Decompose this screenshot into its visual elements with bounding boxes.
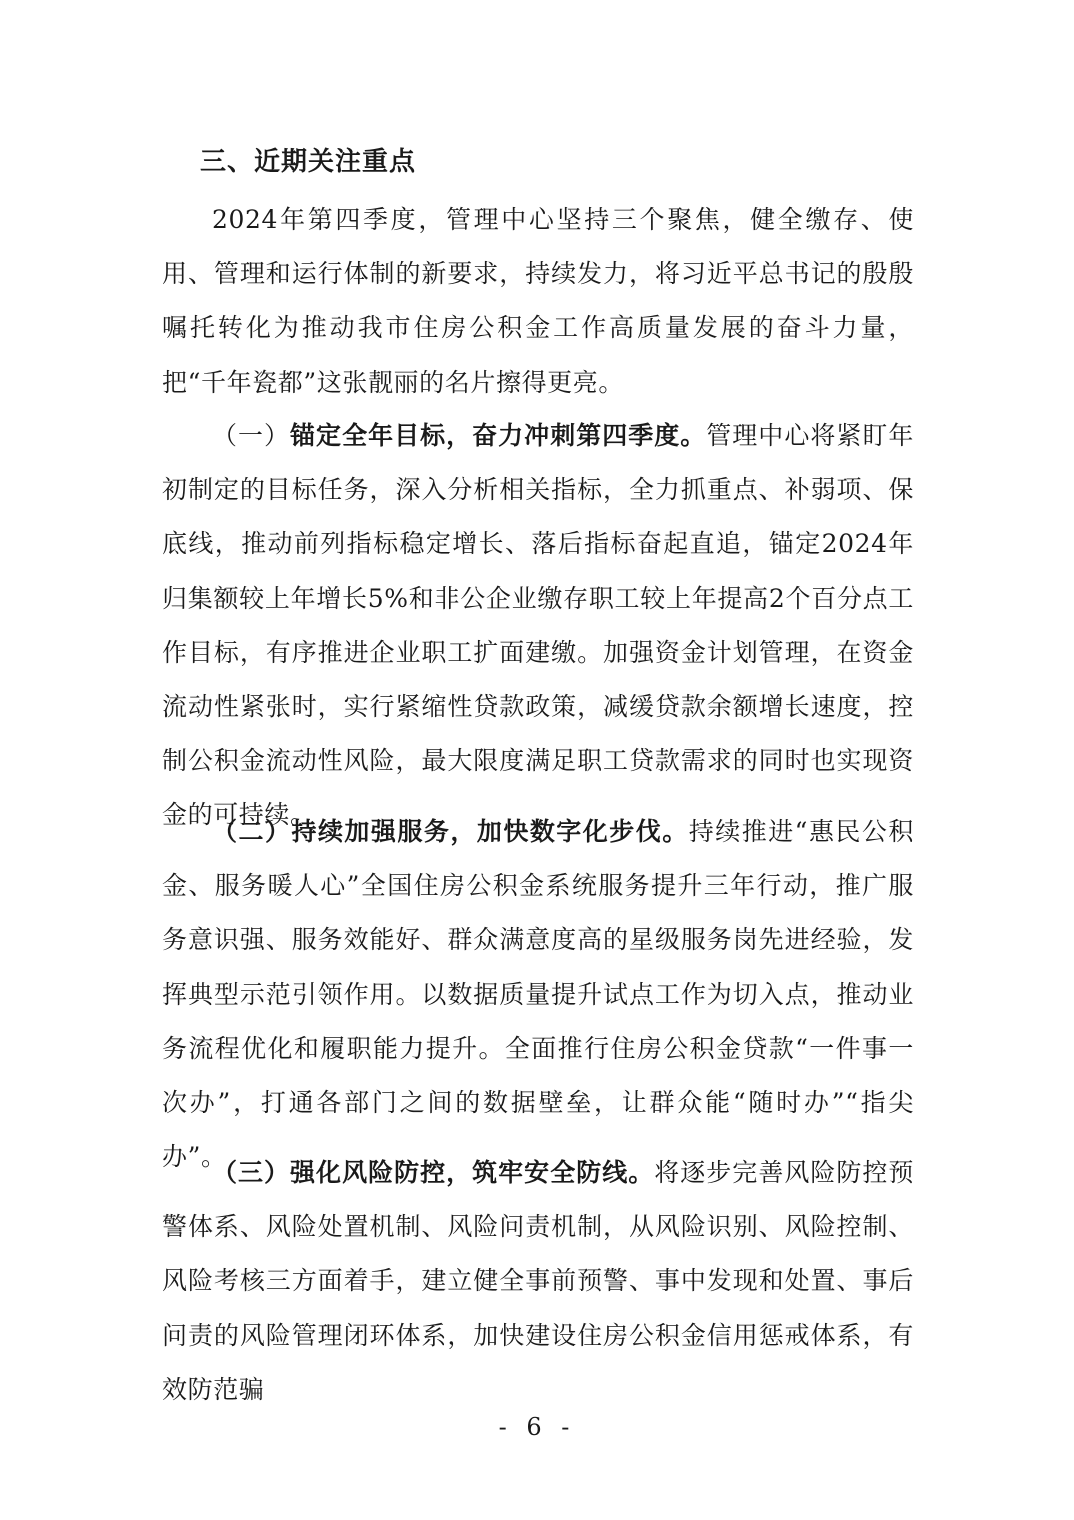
item-1-lead: 锚定全年目标，奋力冲刺第四季度。 [290, 421, 707, 450]
paragraph-intro-text: 2024年第四季度，管理中心坚持三个聚焦，健全缴存、使用、管理和运行体制的新要求，持续发力，将习近平总书记的殷殷嘱托转化为推动我市住房公积金工作高质量发展的奋斗力量，把“千年瓷都”这张靓丽的名片擦得更亮。 [162, 205, 914, 397]
item-3-text: 将逐步完善风险防控预警体系、风险处置机制、风险问责机制，从风险识别、风险控制、风险考核三方面着手，建立健全事前预警、事中发现和处置、事后问责的风险管理闭环体系，加快建设住房公积金信用惩戒体系，有效防范骗 [162, 1158, 914, 1404]
paragraph-item-2 [162, 805, 914, 1184]
item-1-text: 管理中心将紧盯年初制定的目标任务，深入分析相关指标，全力抓重点、补弱项、保底线，推动前列指标稳定增长、落后指标奋起直追，锚定2024年归集额较上年增长5%和非公企业缴存职工较上年提高2个百分点工作目标，有序推进企业职工扩面建缴。加强资金计划管理，在资金流动性紧张时，实行紧缩性贷款政策，减缓贷款余额增长速度，控制公积金流动性风险，最大限度满足职工贷款需求的同时也实现资金的可持续。 [162, 421, 914, 830]
paragraph-item-1 [162, 409, 914, 843]
paragraph-intro [162, 193, 914, 410]
paragraph-item-3 [162, 1146, 914, 1417]
item-1-prefix: （一） [212, 421, 291, 450]
page-number: - 6 - [498, 1413, 576, 1441]
item-3-lead: （三）强化风险防控，筑牢安全防线。 [212, 1158, 655, 1187]
section-heading: 三、近期关注重点 [200, 147, 417, 177]
item-2-lead: （二）持续加强服务，加快数字化步伐。 [212, 817, 689, 846]
item-2-text: 持续推进“惠民公积金、服务暖人心”全国住房公积金系统服务提升三年行动，推广服务意识强、服务效能好、群众满意度高的星级服务岗先进经验，发挥典型示范引领作用。以数据质量提升试点工作为切入点，推动业务流程优化和履职能力提升。全面推行住房公积金贷款“一件事一次办”，打通各部门之间的数据壁垒，让群众能“随时办”“指尖办”。 [162, 817, 914, 1172]
